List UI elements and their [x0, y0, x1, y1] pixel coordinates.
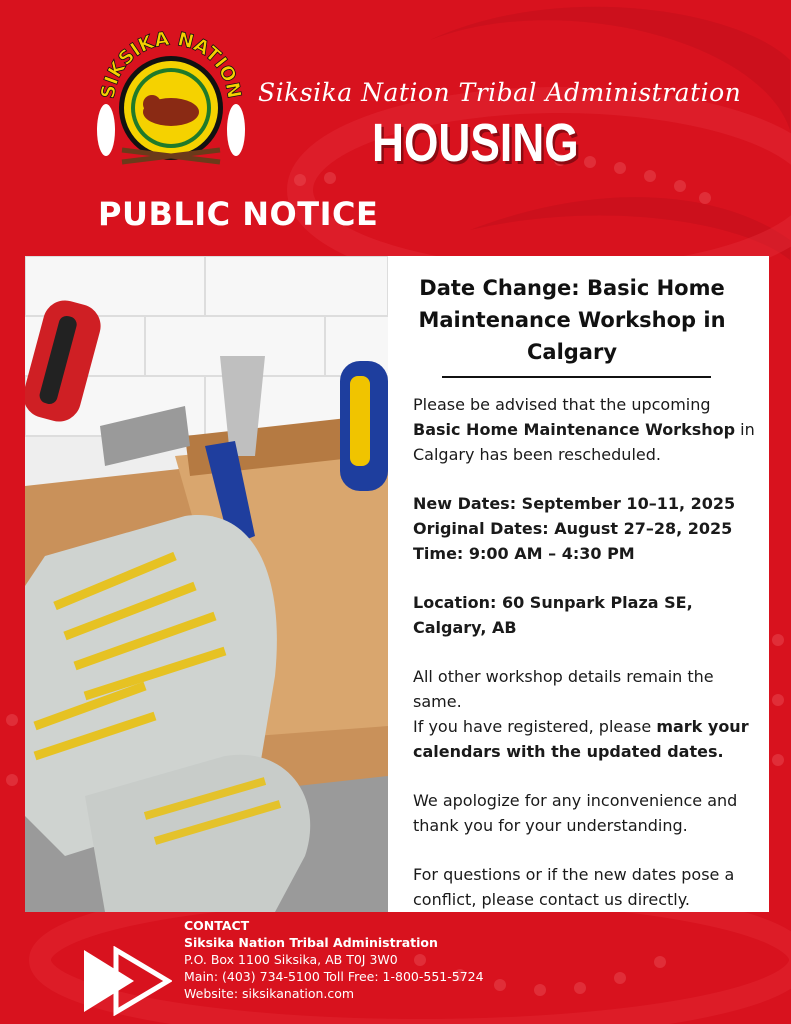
contact-phones: Main: (403) 734-5100 Toll Free: 1-800-551-5724 [184, 969, 484, 984]
details-paragraph [413, 664, 759, 764]
contact-org: Siksika Nation Tribal Administration [184, 935, 438, 950]
workshop-name: Basic Home Maintenance Workshop [413, 420, 736, 439]
notice-card [388, 256, 769, 912]
contact-block [184, 917, 584, 1002]
registered-text-pre: If you have registered, please [413, 717, 657, 736]
original-dates: Original Dates: August 27–28, 2025 [413, 519, 733, 538]
new-dates: New Dates: September 10–11, 2025 [413, 494, 736, 513]
tool-belt-photo [25, 256, 388, 912]
workshop-time: Time: 9:00 AM – 4:30 PM [413, 544, 635, 563]
siksika-nation-logo [92, 30, 250, 180]
department-title: HOUSING [372, 113, 579, 173]
contact-website[interactable]: Website: siksikanation.com [184, 986, 355, 1001]
contact-address: P.O. Box 1100 Siksika, AB T0J 3W0 [184, 952, 398, 967]
notice-title: Date Change: Basic Home Maintenance Workshop in Calgary [418, 276, 726, 364]
contact-heading: CONTACT [184, 918, 250, 933]
intro-paragraph [413, 392, 759, 467]
registered-text-bold: mark your calendars with the updated dates. [413, 717, 749, 761]
arrow-play-icon [82, 946, 172, 1016]
workshop-location: Location: 60 Sunpark Plaza SE, Calgary, AB [413, 593, 693, 637]
org-title: Siksika Nation Tribal Administration [258, 78, 742, 107]
intro-text-pre: Please be advised that the upcoming [413, 395, 711, 414]
questions-paragraph: For questions or if the new dates pose a conflict, please contact us directly. [413, 865, 735, 909]
apology-paragraph: We apologize for any inconvenience and thank you for your understanding. [413, 791, 738, 835]
details-same: All other workshop details remain the same. [413, 667, 714, 711]
intro-text-post: in Calgary has been rescheduled. [413, 420, 755, 464]
svg-text:SIKSIKA NATION: SIKSIKA NATION [96, 30, 246, 101]
public-notice-label: PUBLIC NOTICE [98, 195, 379, 233]
schedule-block [413, 491, 759, 566]
title-divider [442, 376, 711, 378]
